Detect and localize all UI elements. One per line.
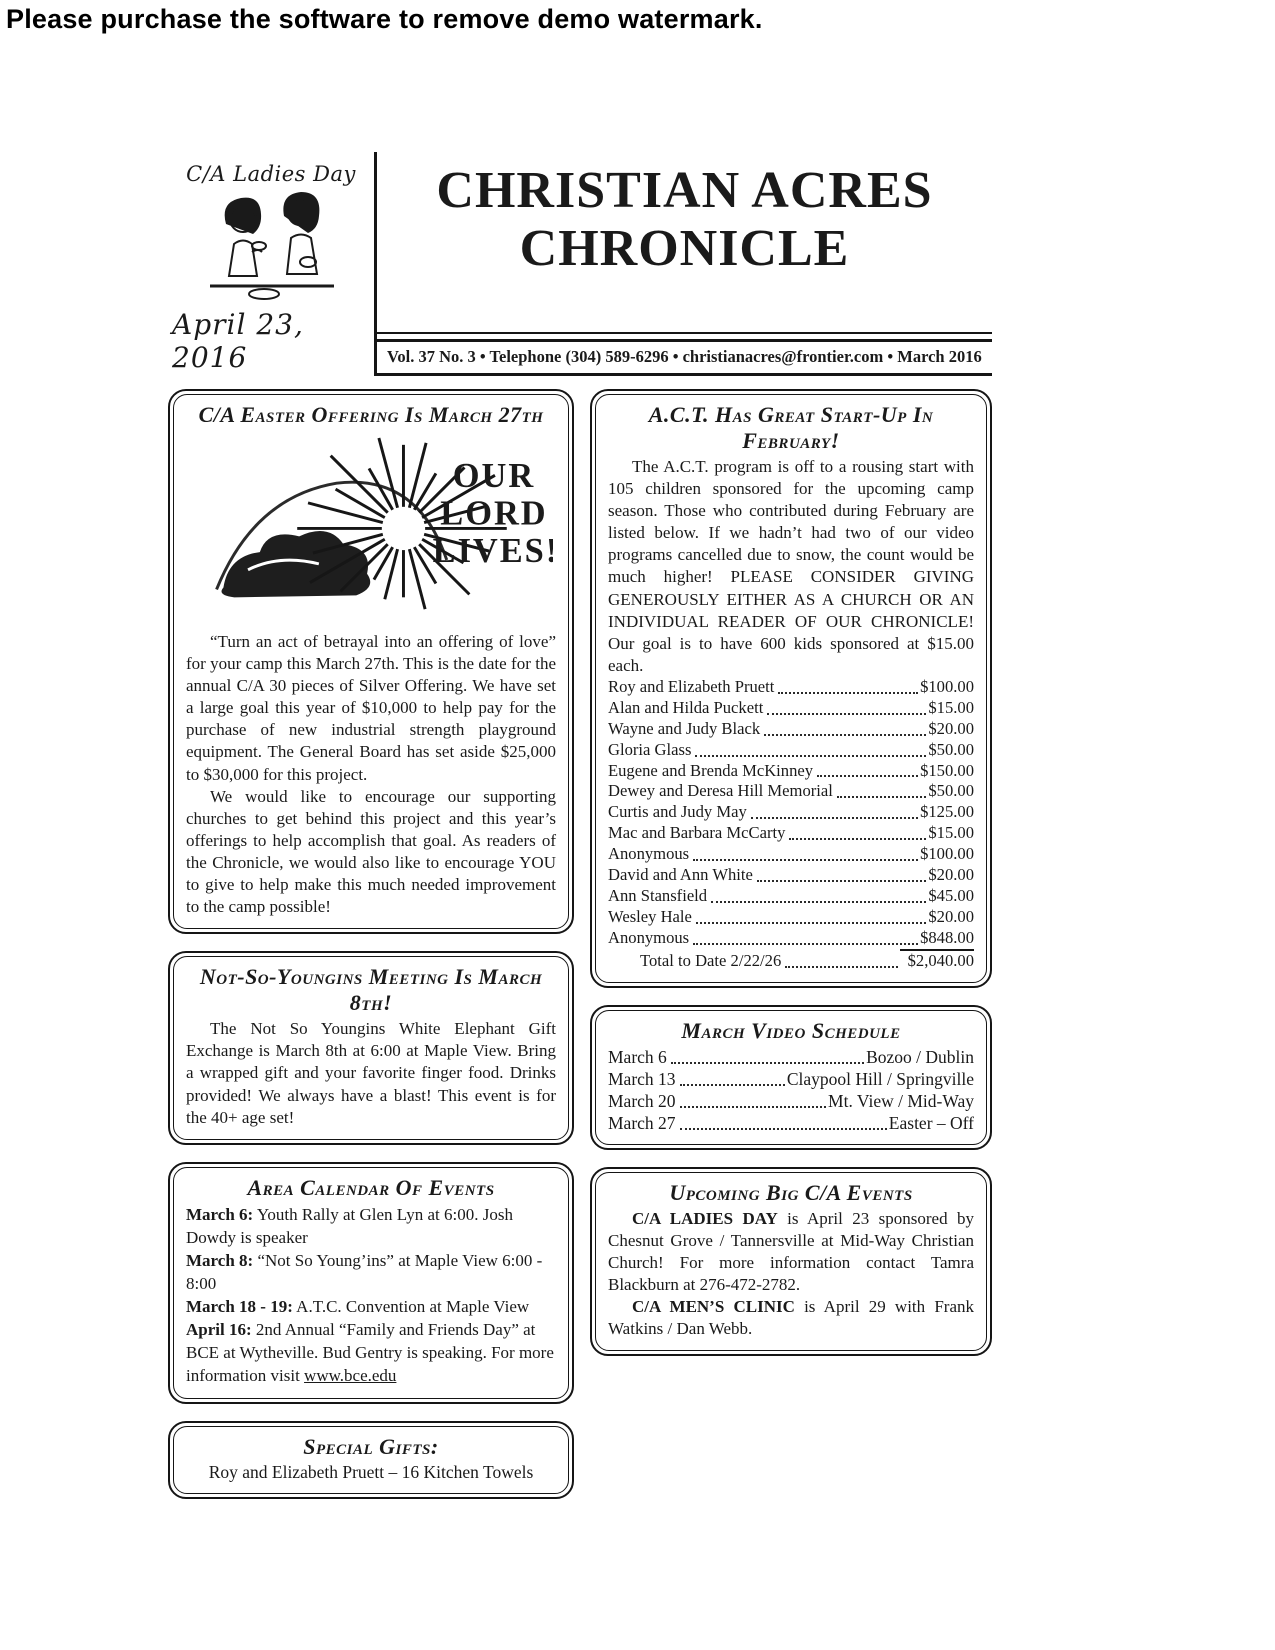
left-column <box>168 389 574 1516</box>
act-article <box>590 389 992 988</box>
video-date: March 20 <box>608 1090 676 1111</box>
upcoming-event <box>608 1208 974 1296</box>
video-date: March 27 <box>608 1112 676 1133</box>
easter-article-title: C/A Easter Offering Is March 27th <box>198 402 544 427</box>
donor-row <box>608 907 974 928</box>
event-date: March 8: <box>186 1250 254 1270</box>
dot-leader <box>817 775 918 777</box>
video-location: Mt. View / Mid-Way <box>828 1090 974 1111</box>
video-row <box>608 1112 974 1134</box>
donor-amount: $100.00 <box>920 844 974 864</box>
easter-offering-article <box>168 389 574 934</box>
easter-paragraph: “Turn an act of betrayal into an offering of love” for your camp this March 27th. This is the date for the annual C/A 30 pieces of Silver Offering. We have set a large goal this year of $10,000 to help pay for the purchase of new industrial strength playground equipment. The General Board has set aside $25,000 to $30,000 for this project. <box>186 632 556 784</box>
donor-list <box>608 677 974 972</box>
donor-amount: $45.00 <box>928 886 974 905</box>
dot-leader <box>695 755 926 757</box>
donor-name: Ann Stansfield <box>608 886 708 905</box>
event-text: is April 23 sponsored by Chesnut Grove / Tannersville at Mid-Way Christian Church! For more information contact Tamra Blackburn at 276-472-2782. <box>608 1208 974 1295</box>
donor-row <box>608 865 974 886</box>
donor-amount: $125.00 <box>920 802 974 822</box>
video-location: Claypool Hill / Springville <box>786 1068 974 1089</box>
total-amount: $2,040.00 <box>900 949 974 972</box>
donor-amount: $848.00 <box>920 927 974 947</box>
empty-tomb-sunburst-illustration <box>189 430 553 622</box>
calendar-article <box>168 1162 574 1404</box>
dot-leader <box>680 1128 887 1130</box>
event-date: March 6: <box>186 1204 254 1224</box>
upcoming-event <box>608 1296 974 1340</box>
right-column <box>590 389 992 1373</box>
newsletter-title-line2: CHRONICLE <box>519 220 850 278</box>
donor-row <box>608 761 974 782</box>
donor-amount: $100.00 <box>920 676 974 696</box>
youngins-body: The Not So Youngins White Elephant Gift Exchange is March 8th at 6:00 at Maple View. Bring a wrapped gift and your favorite finger food. Drinks provided! We always have a blast! This event is for the 40+ age set! <box>186 1019 556 1127</box>
video-row <box>608 1068 974 1090</box>
donor-name: Alan and Hilda Puckett <box>608 697 764 717</box>
donor-amount: $50.00 <box>928 781 974 801</box>
event-name: C/A MEN’S CLINIC <box>632 1297 795 1317</box>
masthead-info-bar: Vol. 37 No. 3 • Telephone (304) 589-6296 • christianacres@frontier.com • March 2016 <box>377 339 992 376</box>
calendar-event <box>186 1295 556 1318</box>
act-body: The A.C.T. program is off to a rousing start with 105 children sponsored for the upcoming camp season. Those who contributed during February are listed below. If we hadn’t had two of our video programs cancelled due to snow, the count would be much higher! PLEASE CONSIDER GIVING GENEROUSLY EITHER AS A CHURCH OR AN INDIVIDUAL READER OF OUR CHRONICLE! Our goal is to have 600 kids sponsored at $15.00 each. <box>608 457 974 675</box>
event-text: is April 29 with Frank Watkins / Dan Webb. <box>608 1297 974 1339</box>
donor-name: Wesley Hale <box>608 906 692 926</box>
dot-leader <box>764 734 926 736</box>
easter-figure <box>186 430 556 627</box>
upcoming-events-article <box>590 1167 992 1357</box>
masthead-corner <box>168 152 374 376</box>
ladies-day-date: April 23, 2016 <box>172 308 304 374</box>
donor-amount: $15.00 <box>928 823 974 843</box>
newsletter-page <box>168 152 992 1516</box>
video-schedule-title: March Video Schedule <box>681 1017 901 1043</box>
dot-leader <box>785 966 897 968</box>
demo-watermark-text: Please purchase the software to remove demo watermark. <box>6 4 763 34</box>
easter-caption-line: OUR <box>452 457 536 496</box>
ladies-tea-illustration <box>196 186 346 308</box>
calendar-title: Area Calendar Of Events <box>247 1174 495 1200</box>
video-row <box>608 1090 974 1112</box>
event-date: March 18 - 19: <box>186 1297 293 1317</box>
special-gifts-body: Roy and Elizabeth Pruett – 16 Kitchen Towels <box>208 1461 534 1482</box>
masthead-main <box>374 152 992 376</box>
donor-name: Dewey and Deresa Hill Memorial <box>608 781 833 801</box>
calendar-event <box>186 1203 556 1249</box>
dot-leader <box>696 922 926 924</box>
donor-name: Anonymous <box>608 927 690 947</box>
donor-name: Eugene and Brenda McKinney <box>608 760 814 780</box>
donor-amount: $20.00 <box>928 865 974 885</box>
act-title: A.C.T. Has Great Start-Up In February! <box>648 402 934 453</box>
bce-link[interactable]: www.bce.edu <box>304 1366 397 1386</box>
donor-row <box>608 740 974 761</box>
dot-leader <box>680 1106 826 1108</box>
newsletter-title <box>377 152 992 334</box>
dot-leader <box>789 838 926 840</box>
event-text: 2nd Annual “Family and Friends Day” at BCE at Wytheville. Bud Gentry is speaking. For more information visit <box>186 1320 554 1386</box>
easter-caption-line: LIVES! <box>432 531 553 570</box>
donor-row <box>608 886 974 907</box>
donor-row <box>608 719 974 740</box>
easter-caption-line: LORD <box>440 494 548 533</box>
youngins-title: Not-So-Youngins Meeting Is March 8th! <box>199 964 543 1016</box>
dot-leader <box>711 901 926 903</box>
donor-amount: $15.00 <box>928 697 974 717</box>
ladies-day-label: C/A Ladies Day <box>186 162 356 186</box>
donor-name: Wayne and Judy Black <box>608 718 761 738</box>
youngins-article <box>168 951 574 1144</box>
donor-name: Roy and Elizabeth Pruett <box>608 676 775 696</box>
donor-row <box>608 781 974 802</box>
video-location: Easter – Off <box>888 1112 974 1133</box>
donor-amount: $20.00 <box>928 718 974 738</box>
donor-row <box>608 928 974 949</box>
event-text: Youth Rally at Glen Lyn at 6:00. Josh Dowdy is speaker <box>186 1204 513 1247</box>
video-date: March 13 <box>608 1068 676 1089</box>
video-schedule-article <box>590 1005 992 1150</box>
donor-amount: $50.00 <box>928 739 974 759</box>
dot-leader <box>837 796 927 798</box>
dot-leader <box>693 943 918 945</box>
event-text: A.T.C. Convention at Maple View <box>296 1297 530 1317</box>
donor-amount: $150.00 <box>920 760 974 780</box>
donor-name: Mac and Barbara McCarty <box>608 823 786 843</box>
dot-leader <box>778 692 918 694</box>
video-location: Bozoo / Dublin <box>866 1046 974 1067</box>
calendar-event <box>186 1318 556 1387</box>
event-text: “Not So Young’ins” at Maple View 6:00 - 8:00 <box>186 1250 543 1294</box>
dot-leader <box>757 880 926 882</box>
donor-name: Gloria Glass <box>608 739 692 759</box>
donor-row <box>608 677 974 698</box>
dot-leader <box>751 817 918 819</box>
donor-name: Curtis and Judy May <box>608 802 747 822</box>
dot-leader <box>767 713 926 715</box>
video-row <box>608 1046 974 1068</box>
newsletter-title-line1: CHRISTIAN ACRES <box>436 162 933 219</box>
donor-row <box>608 823 974 844</box>
event-date: April 16: <box>186 1320 252 1340</box>
donor-name: Anonymous <box>608 844 690 864</box>
donor-amount: $20.00 <box>928 906 974 926</box>
masthead <box>168 152 992 376</box>
donor-row <box>608 802 974 823</box>
donor-name: David and Ann White <box>608 865 753 885</box>
calendar-event <box>186 1249 556 1295</box>
dot-leader <box>693 859 918 861</box>
special-gifts-title: Special Gifts: <box>303 1433 439 1459</box>
easter-paragraph: We would like to encourage our supporting churches to get behind this project and this year’s offerings to help accomplish that goal. As readers of the Chronicle, we would also like to encourage YOU to give to help make this much needed improvement to the camp possible! <box>186 786 556 917</box>
special-gifts-article <box>168 1421 574 1499</box>
donor-row <box>608 698 974 719</box>
donor-row <box>608 844 974 865</box>
dot-leader <box>680 1084 785 1086</box>
video-date: March 6 <box>608 1046 667 1067</box>
total-label: Total to Date 2/22/26 <box>640 950 782 970</box>
event-name: C/A LADIES DAY <box>632 1208 778 1228</box>
donor-total-row <box>608 949 974 972</box>
dot-leader <box>671 1062 864 1064</box>
upcoming-events-title: Upcoming Big C/A Events <box>669 1179 913 1205</box>
